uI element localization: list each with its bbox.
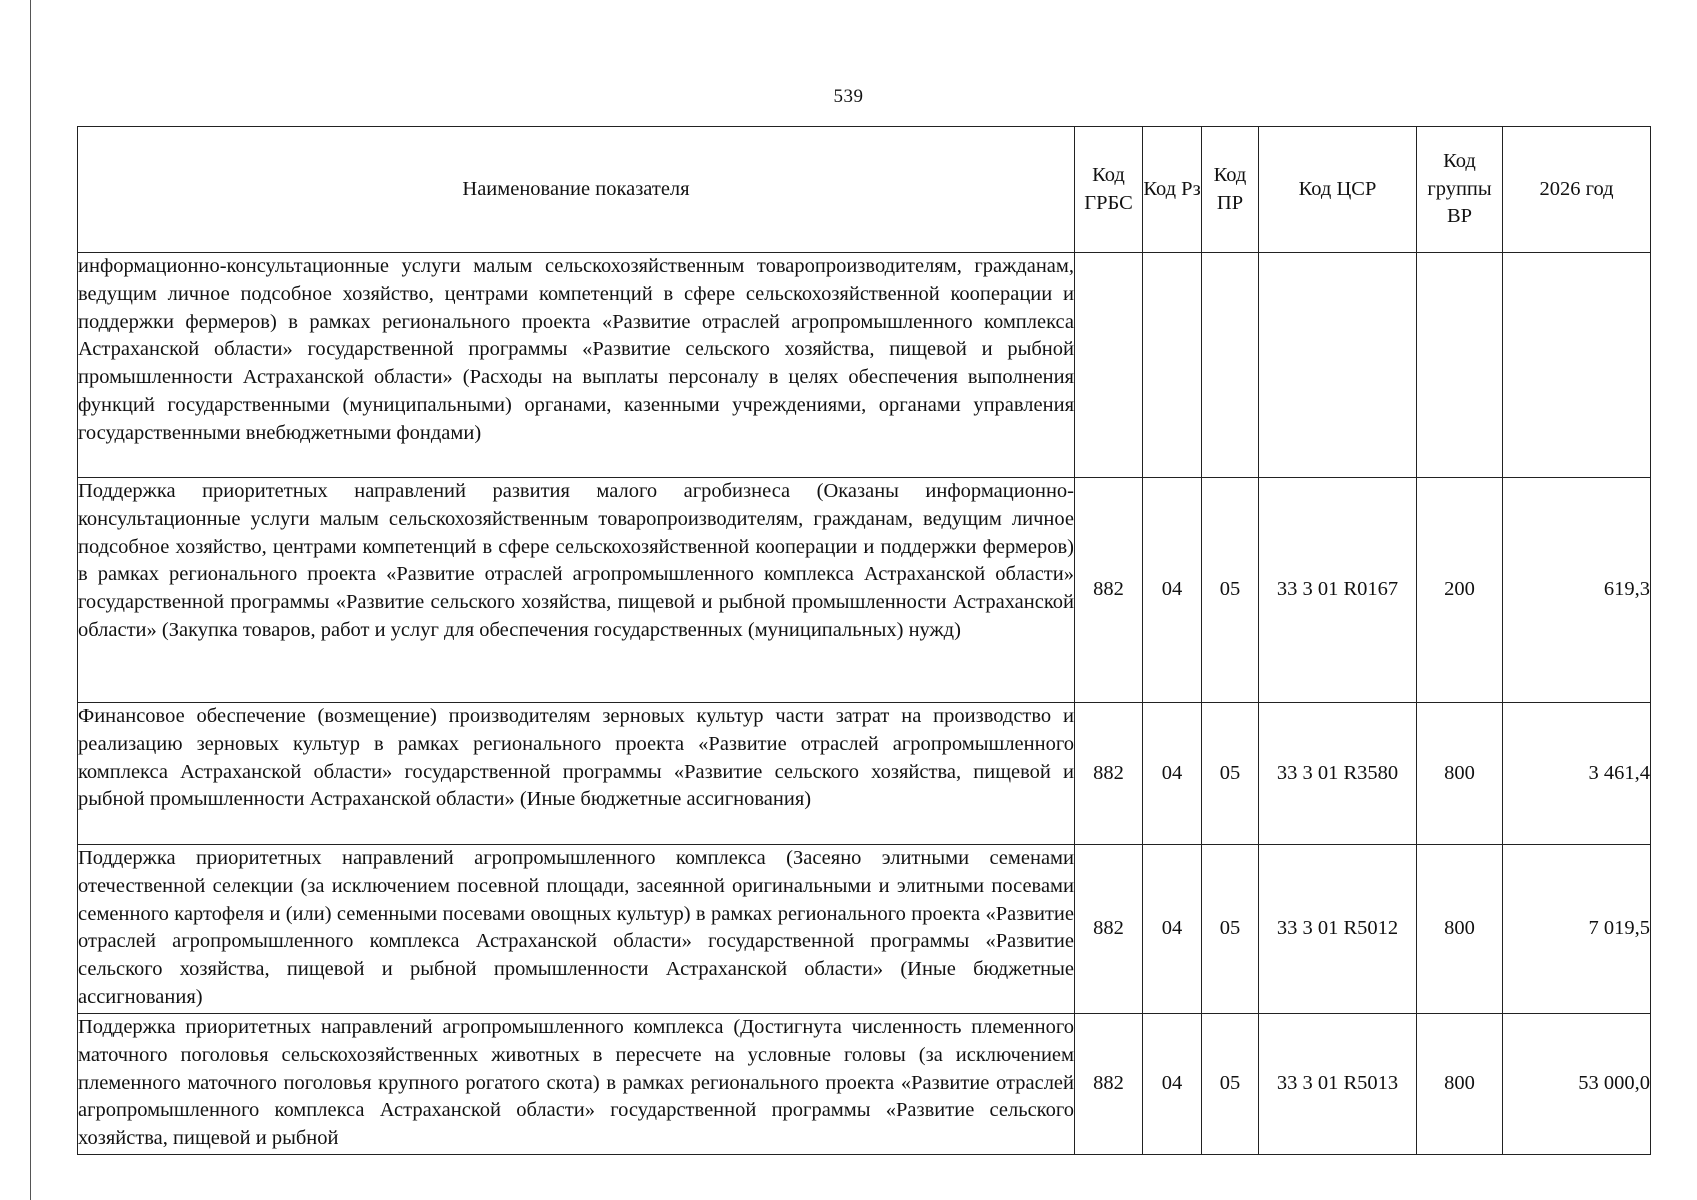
table-row	[78, 1014, 1651, 1155]
row-name: Поддержка приоритетных направлений агропромышленного комплекса (Засеяно элитными семенами отечественной селекции (за исключением посевной площади, засеянной оригинальными и элитными посевами семенного картофеля и (или) семенными посевами овощных культур) в рамках регионального проекта «Развитие отраслей агропромышленного комплекса Астраханской области» государственной программы «Развитие сельского хозяйства, пищевой и рыбной промышленности Астраханской области» (Иные бюджетные ассигнования)	[78, 845, 1075, 1014]
row-vr: 800	[1417, 845, 1503, 1014]
header-pr-code: Код ПР	[1202, 127, 1259, 253]
row-pr: 05	[1202, 1014, 1259, 1155]
row-csr: 33 3 01 R5012	[1259, 845, 1417, 1014]
row-name: Финансовое обеспечение (возмещение) производителям зерновых культур части затрат на производство и реализацию зерновых культур в рамках регионального проекта «Развитие отраслей агропромышленного комплекса Астраханской области» государственной программы «Развитие сельского хозяйства, пищевой и рыбной промышленности Астраханской области» (Иные бюджетные ассигнования)	[78, 703, 1075, 845]
row-amount: 3 461,4	[1503, 703, 1651, 845]
row-csr: 33 3 01 R0167	[1259, 478, 1417, 703]
row-pr: 05	[1202, 478, 1259, 703]
row-amount	[1503, 253, 1651, 478]
table-header-row	[78, 127, 1651, 253]
row-csr	[1259, 253, 1417, 478]
row-grbs	[1075, 253, 1143, 478]
row-vr: 200	[1417, 478, 1503, 703]
row-rz: 04	[1143, 845, 1202, 1014]
row-rz	[1143, 253, 1202, 478]
row-grbs: 882	[1075, 1014, 1143, 1155]
binding-margin-line	[30, 0, 31, 1200]
table-row	[78, 253, 1651, 478]
header-grbs-code: Код ГРБС	[1075, 127, 1143, 253]
row-rz: 04	[1143, 1014, 1202, 1155]
row-grbs: 882	[1075, 703, 1143, 845]
table-row	[78, 478, 1651, 703]
row-pr	[1202, 253, 1259, 478]
table-row	[78, 845, 1651, 1014]
header-year-2026: 2026 год	[1503, 127, 1651, 253]
page-number: 539	[833, 86, 864, 107]
row-amount: 7 019,5	[1503, 845, 1651, 1014]
row-grbs: 882	[1075, 478, 1143, 703]
budget-table	[77, 126, 1651, 1155]
row-vr: 800	[1417, 1014, 1503, 1155]
row-name: информационно-консультационные услуги малым сельскохозяйственным товаропроизводителям, гражданам, ведущим личное подсобное хозяйство, центрами компетенций в сфере сельскохозяйственной кооперации и поддержки фермеров) в рамках регионального проекта «Развитие отраслей агропромышленного комплекса Астраханской области» государственной программы «Развитие сельского хозяйства, пищевой и рыбной промышленности Астраханской области» (Расходы на выплаты персоналу в целях обеспечения выполнения функций государственными (муниципальными) органами, казенными учреждениями, органами управления государственными внебюджетными фондами)	[78, 253, 1075, 478]
row-rz: 04	[1143, 478, 1202, 703]
row-amount: 53 000,0	[1503, 1014, 1651, 1155]
row-csr: 33 3 01 R3580	[1259, 703, 1417, 845]
row-name: Поддержка приоритетных направлений агропромышленного комплекса (Достигнута численность племенного маточного поголовья сельскохозяйственных животных в пересчете на условные головы (за исключением племенного маточного поголовья крупного рогатого скота) в рамках регионального проекта «Развитие отраслей агропромышленного комплекса Астраханской области» государственной программы «Развитие сельского хозяйства, пищевой и рыбной	[78, 1014, 1075, 1155]
row-pr: 05	[1202, 845, 1259, 1014]
row-vr: 800	[1417, 703, 1503, 845]
row-vr	[1417, 253, 1503, 478]
row-rz: 04	[1143, 703, 1202, 845]
row-name: Поддержка приоритетных направлений развития малого агробизнеса (Оказаны информационно-консультационные услуги малым сельскохозяйственным товаропроизводителям, гражданам, ведущим личное подсобное хозяйство, центрами компетенций в сфере сельскохозяйственной кооперации и поддержки фермеров) в рамках регионального проекта «Развитие отраслей агропромышленного комплекса Астраханской области» государственной программы «Развитие сельского хозяйства, пищевой и рыбной промышленности Астраханской области» (Закупка товаров, работ и услуг для обеспечения государственных (муниципальных) нужд)	[78, 478, 1075, 703]
header-csr-code: Код ЦСР	[1259, 127, 1417, 253]
header-vr-group-code: Код группы ВР	[1417, 127, 1503, 253]
row-grbs: 882	[1075, 845, 1143, 1014]
row-csr: 33 3 01 R5013	[1259, 1014, 1417, 1155]
row-pr: 05	[1202, 703, 1259, 845]
header-rz-code: Код Рз	[1143, 127, 1202, 253]
row-amount: 619,3	[1503, 478, 1651, 703]
header-name: Наименование показателя	[78, 127, 1075, 253]
table-row	[78, 703, 1651, 845]
